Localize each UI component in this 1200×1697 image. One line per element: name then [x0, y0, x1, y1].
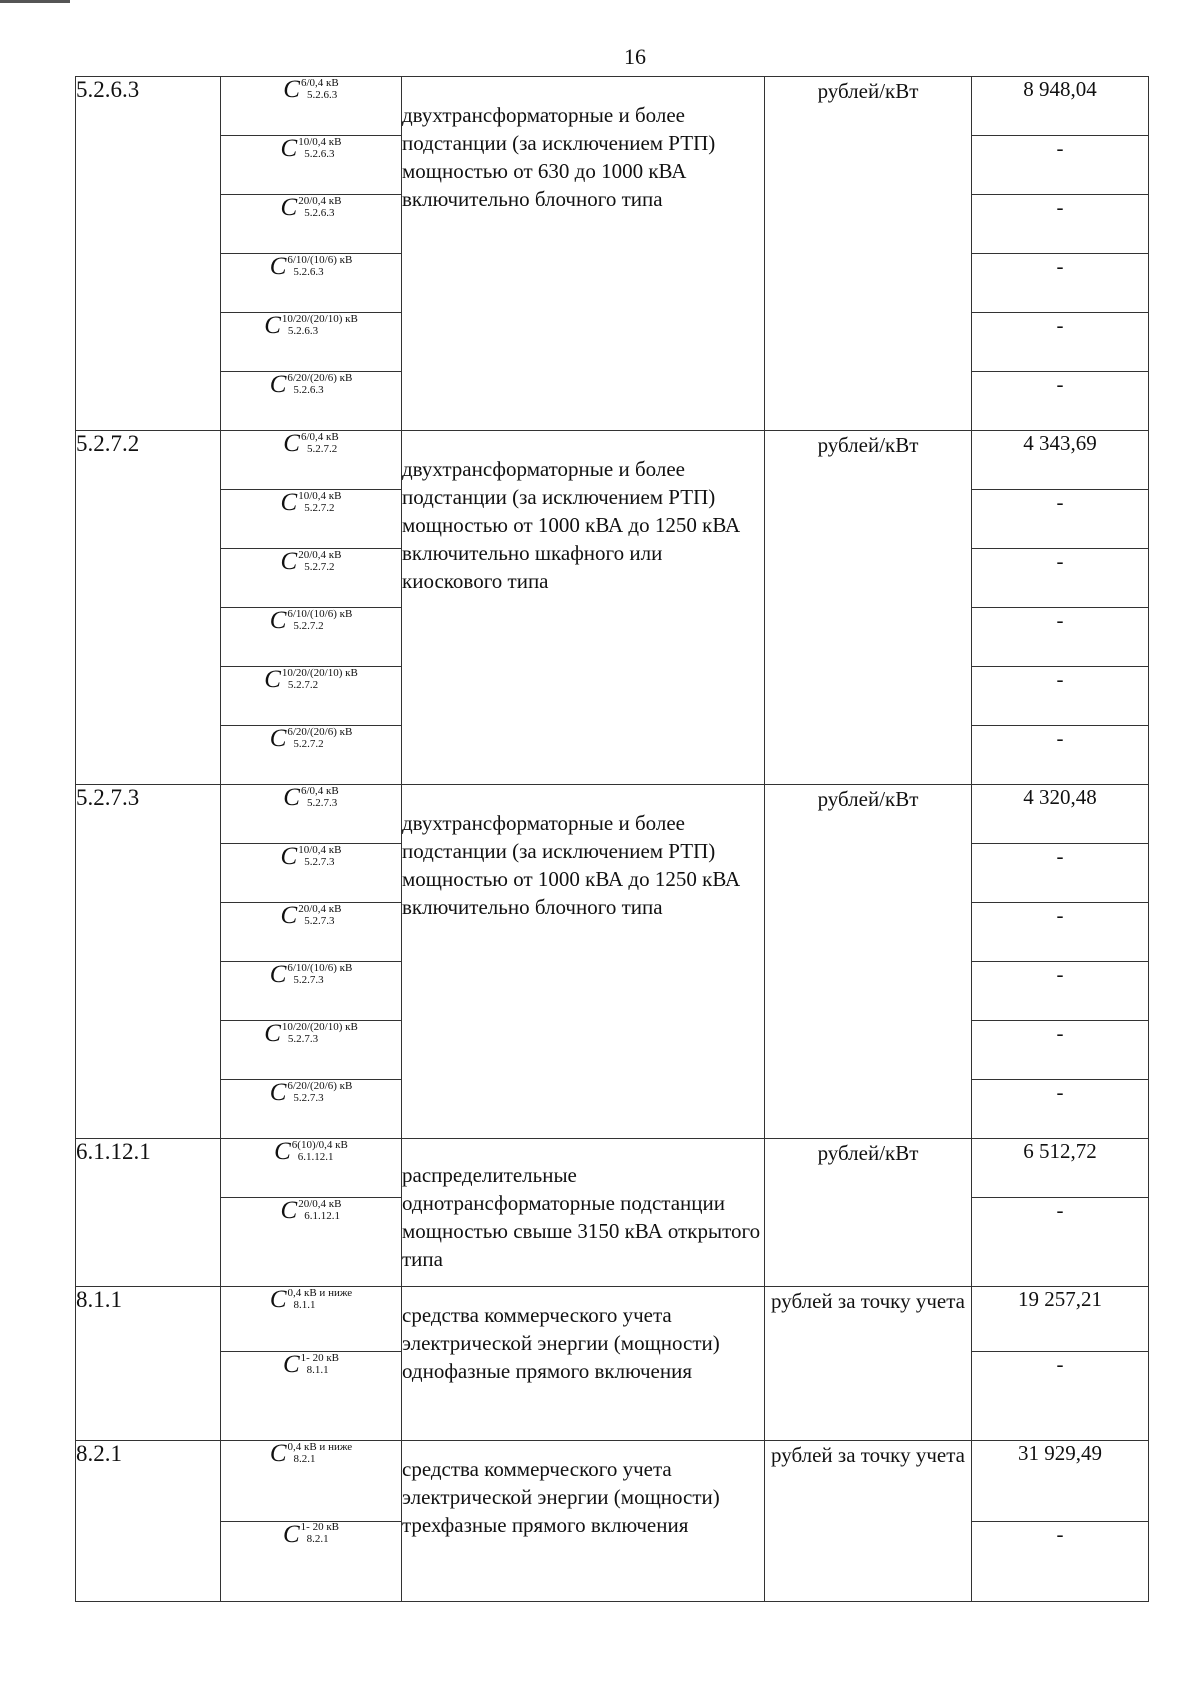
symbol-subscript: 5.2.7.3	[304, 914, 335, 927]
tariff-value: -	[972, 195, 1149, 254]
symbol-letter: C	[283, 76, 300, 103]
symbol-letter: C	[280, 843, 298, 870]
symbol-subscript: 5.2.7.2	[304, 501, 335, 514]
symbol-superscript: 10/0,4 кВ	[298, 489, 342, 502]
symbol-indices	[298, 904, 341, 927]
symbol-indices	[298, 1199, 341, 1222]
tariff-symbol	[283, 1522, 339, 1547]
tariff-value: -	[972, 372, 1149, 431]
symbol-superscript: 10/0,4 кВ	[298, 135, 342, 148]
item-description: распределительные однотрансформаторные подстанции мощностью свыше 3150 кВА открытого типа	[402, 1139, 765, 1287]
symbol-indices	[301, 78, 339, 101]
tariff-symbol	[283, 431, 338, 456]
tariff-symbol	[264, 313, 358, 338]
symbol-superscript: 0,4 кВ и ниже	[287, 1440, 353, 1453]
tariff-symbol	[264, 1021, 358, 1046]
symbol-subscript: 8.1.1	[293, 1298, 316, 1311]
unit-of-measure: рублей за точку учета	[765, 1287, 972, 1441]
symbol-indices	[301, 1353, 339, 1376]
tariff-value: 4 320,48	[972, 785, 1149, 844]
symbol-subscript: 5.2.7.2	[293, 737, 324, 750]
symbol-letter: C	[264, 666, 281, 693]
symbol-letter: C	[269, 1286, 287, 1313]
tariff-symbol-cell	[221, 136, 402, 195]
symbol-superscript: 1- 20 кВ	[300, 1521, 340, 1534]
symbol-indices	[292, 1140, 348, 1163]
symbol-subscript: 8.2.1	[306, 1533, 329, 1545]
symbol-letter: C	[264, 1020, 281, 1047]
symbol-letter: C	[280, 194, 298, 221]
symbol-letter: C	[282, 1351, 300, 1378]
tariff-symbol-cell	[221, 1521, 402, 1602]
tariff-symbol	[270, 372, 353, 397]
tariff-value: -	[972, 903, 1149, 962]
symbol-superscript: 6/20/(20/6) кВ	[287, 725, 353, 738]
symbol-subscript: 8.1.1	[306, 1363, 329, 1376]
tariff-symbol-cell	[221, 667, 402, 726]
symbol-letter: C	[280, 135, 298, 162]
unit-of-measure: рублей/кВт	[765, 431, 972, 785]
tariff-value: -	[972, 608, 1149, 667]
symbol-superscript: 6/20/(20/6) кВ	[287, 371, 353, 384]
symbol-subscript: 5.2.6.3	[293, 383, 324, 396]
tariff-value: 19 257,21	[972, 1287, 1149, 1352]
tariff-value: -	[972, 136, 1149, 195]
symbol-superscript: 6/0,4 кВ	[300, 430, 339, 443]
symbol-subscript: 5.2.6.3	[304, 206, 335, 219]
tariff-symbol	[270, 254, 353, 279]
tariff-value: 31 929,49	[972, 1441, 1149, 1522]
tariff-symbol	[283, 77, 338, 102]
tariff-symbol	[281, 195, 342, 220]
tariff-symbol	[270, 1080, 353, 1105]
tariff-symbol	[270, 1287, 352, 1312]
symbol-superscript: 20/0,4 кВ	[298, 1197, 342, 1210]
tariff-value: -	[972, 490, 1149, 549]
tariff-symbol-cell	[221, 549, 402, 608]
tariff-symbol-cell	[221, 962, 402, 1021]
scan-edge-mark	[0, 0, 70, 3]
table-row	[76, 431, 1149, 490]
tariff-symbol-cell	[221, 1080, 402, 1139]
tariff-symbol-cell	[221, 77, 402, 136]
table-row	[76, 1287, 1149, 1352]
symbol-letter: C	[269, 371, 287, 398]
item-code: 5.2.6.3	[76, 77, 221, 431]
symbol-indices	[301, 432, 339, 455]
tariff-symbol-cell	[221, 1352, 402, 1441]
symbol-superscript: 10/0,4 кВ	[298, 843, 342, 856]
tariff-value: -	[972, 1521, 1149, 1602]
tariff-value: -	[972, 254, 1149, 313]
unit-of-measure: рублей/кВт	[765, 77, 972, 431]
tariff-value: -	[972, 667, 1149, 726]
tariff-symbol-cell	[221, 1287, 402, 1352]
symbol-subscript: 6.1.12.1	[297, 1150, 334, 1163]
symbol-superscript: 6/10/(10/6) кВ	[287, 253, 353, 266]
symbol-letter: C	[269, 253, 287, 280]
symbol-indices	[287, 609, 352, 632]
symbol-indices	[287, 373, 352, 396]
symbol-superscript: 20/0,4 кВ	[298, 548, 342, 561]
symbol-subscript: 5.2.7.2	[304, 560, 335, 573]
tariff-symbol	[270, 726, 353, 751]
tariff-symbol	[270, 608, 353, 633]
item-code: 8.1.1	[76, 1287, 221, 1441]
tariff-symbol-cell	[221, 785, 402, 844]
tariff-table-body	[76, 77, 1149, 1602]
table-row	[76, 77, 1149, 136]
symbol-indices	[298, 491, 341, 514]
tariff-value: -	[972, 1021, 1149, 1080]
symbol-superscript: 6/0,4 кВ	[300, 784, 339, 797]
symbol-letter: C	[280, 1197, 298, 1224]
table-row	[76, 1441, 1149, 1522]
tariff-symbol-cell	[221, 844, 402, 903]
tariff-value: -	[972, 1352, 1149, 1441]
tariff-symbol	[281, 903, 342, 928]
symbol-superscript: 10/20/(20/10) кВ	[281, 312, 358, 325]
symbol-letter: C	[280, 548, 298, 575]
tariff-value: -	[972, 962, 1149, 1021]
tariff-symbol-cell	[221, 490, 402, 549]
symbol-indices	[288, 1288, 353, 1311]
item-code: 5.2.7.3	[76, 785, 221, 1139]
unit-of-measure: рублей за точку учета	[765, 1441, 972, 1602]
item-description: двухтрансформаторные и более подстанции (за исключением РТП) мощностью от 1000 кВА до 1250 кВА включительно шкафного или киоскового типа	[402, 431, 765, 785]
symbol-subscript: 5.2.6.3	[306, 88, 338, 101]
symbol-subscript: 6.1.12.1	[304, 1209, 340, 1222]
tariff-symbol	[281, 844, 342, 869]
symbol-indices	[298, 137, 341, 160]
tariff-symbol-cell	[221, 431, 402, 490]
symbol-indices	[282, 314, 358, 337]
symbol-letter: C	[280, 902, 298, 929]
tariff-symbol	[264, 667, 358, 692]
tariff-symbol	[270, 1441, 352, 1466]
tariff-symbol-cell	[221, 1441, 402, 1522]
tariff-symbol-cell	[221, 372, 402, 431]
symbol-subscript: 8.2.1	[293, 1452, 316, 1465]
symbol-subscript: 5.2.7.2	[293, 619, 324, 632]
symbol-letter: C	[269, 961, 287, 988]
symbol-letter: C	[269, 1079, 287, 1106]
symbol-subscript: 5.2.7.2	[306, 442, 338, 455]
tariff-symbol-cell	[221, 608, 402, 667]
symbol-subscript: 5.2.7.3	[293, 1091, 324, 1104]
tariff-symbol-cell	[221, 1021, 402, 1080]
table-row	[76, 1139, 1149, 1198]
table-row	[76, 785, 1149, 844]
tariff-symbol	[283, 785, 338, 810]
symbol-subscript: 5.2.6.3	[287, 324, 319, 337]
item-description: средства коммерческого учета электрической энергии (мощности) однофазные прямого включения	[402, 1287, 765, 1441]
tariff-symbol-cell	[221, 1198, 402, 1287]
symbol-indices	[301, 786, 339, 809]
tariff-symbol-cell	[221, 1139, 402, 1198]
tariff-symbol-cell	[221, 903, 402, 962]
symbol-superscript: 10/20/(20/10) кВ	[281, 1020, 358, 1033]
tariff-symbol	[274, 1139, 348, 1164]
symbol-indices	[287, 963, 352, 986]
symbol-superscript: 20/0,4 кВ	[298, 194, 342, 207]
tariff-symbol-cell	[221, 726, 402, 785]
tariff-value: 8 948,04	[972, 77, 1149, 136]
symbol-superscript: 6/0,4 кВ	[300, 76, 339, 89]
symbol-letter: C	[283, 430, 300, 457]
tariff-value: -	[972, 313, 1149, 372]
symbol-indices	[287, 1081, 352, 1104]
item-description: средства коммерческого учета электрической энергии (мощности) трехфазные прямого включения	[402, 1441, 765, 1602]
symbol-indices	[287, 727, 352, 750]
symbol-indices	[287, 255, 352, 278]
symbol-superscript: 6(10)/0,4 кВ	[291, 1138, 348, 1151]
symbol-letter: C	[269, 1440, 287, 1467]
tariff-symbol	[281, 1198, 342, 1223]
tariff-symbol	[281, 490, 342, 515]
symbol-subscript: 5.2.7.3	[304, 855, 335, 868]
symbol-subscript: 5.2.7.2	[287, 678, 319, 691]
symbol-subscript: 5.2.7.3	[306, 796, 338, 809]
symbol-letter: C	[264, 312, 281, 339]
tariff-value: -	[972, 844, 1149, 903]
symbol-letter: C	[269, 607, 287, 634]
symbol-letter: C	[269, 725, 287, 752]
symbol-indices	[298, 845, 341, 868]
item-code: 6.1.12.1	[76, 1139, 221, 1287]
tariff-symbol	[270, 962, 353, 987]
unit-of-measure: рублей/кВт	[765, 1139, 972, 1287]
tariff-symbol-cell	[221, 313, 402, 372]
unit-of-measure: рублей/кВт	[765, 785, 972, 1139]
symbol-superscript: 0,4 кВ и ниже	[287, 1286, 353, 1299]
symbol-indices	[298, 196, 341, 219]
symbol-superscript: 6/10/(10/6) кВ	[287, 607, 353, 620]
symbol-subscript: 5.2.6.3	[304, 147, 335, 160]
tariff-symbol-cell	[221, 254, 402, 313]
tariff-value: -	[972, 1080, 1149, 1139]
item-description: двухтрансформаторные и более подстанции (за исключением РТП) мощностью от 630 до 1000 кВА включительно блочного типа	[402, 77, 765, 431]
tariff-value: -	[972, 726, 1149, 785]
tariff-value: -	[972, 1198, 1149, 1287]
symbol-superscript: 1- 20 кВ	[300, 1351, 340, 1364]
symbol-subscript: 5.2.6.3	[293, 265, 324, 278]
symbol-letter: C	[283, 784, 300, 811]
tariff-value: 4 343,69	[972, 431, 1149, 490]
tariff-symbol-cell	[221, 195, 402, 254]
tariff-symbol	[281, 549, 342, 574]
tariff-value: -	[972, 549, 1149, 608]
symbol-indices	[301, 1522, 339, 1545]
symbol-letter: C	[280, 489, 298, 516]
symbol-indices	[298, 550, 341, 573]
item-code: 8.2.1	[76, 1441, 221, 1602]
symbol-indices	[282, 668, 358, 691]
tariff-value: 6 512,72	[972, 1139, 1149, 1198]
symbol-subscript: 5.2.7.3	[293, 973, 324, 986]
symbol-superscript: 10/20/(20/10) кВ	[281, 666, 358, 679]
symbol-letter: C	[282, 1520, 300, 1548]
item-description: двухтрансформаторные и более подстанции (за исключением РТП) мощностью от 1000 кВА до 1250 кВА включительно блочного типа	[402, 785, 765, 1139]
tariff-table	[75, 76, 1149, 1602]
symbol-superscript: 6/10/(10/6) кВ	[287, 961, 353, 974]
tariff-symbol	[281, 136, 342, 161]
symbol-subscript: 5.2.7.3	[287, 1032, 319, 1045]
item-code: 5.2.7.2	[76, 431, 221, 785]
tariff-symbol	[283, 1352, 339, 1377]
symbol-superscript: 6/20/(20/6) кВ	[287, 1079, 353, 1092]
symbol-superscript: 20/0,4 кВ	[298, 902, 342, 915]
page-number: 16	[624, 44, 646, 69]
symbol-indices	[282, 1022, 358, 1045]
symbol-indices	[288, 1442, 353, 1465]
symbol-letter: C	[274, 1138, 291, 1165]
